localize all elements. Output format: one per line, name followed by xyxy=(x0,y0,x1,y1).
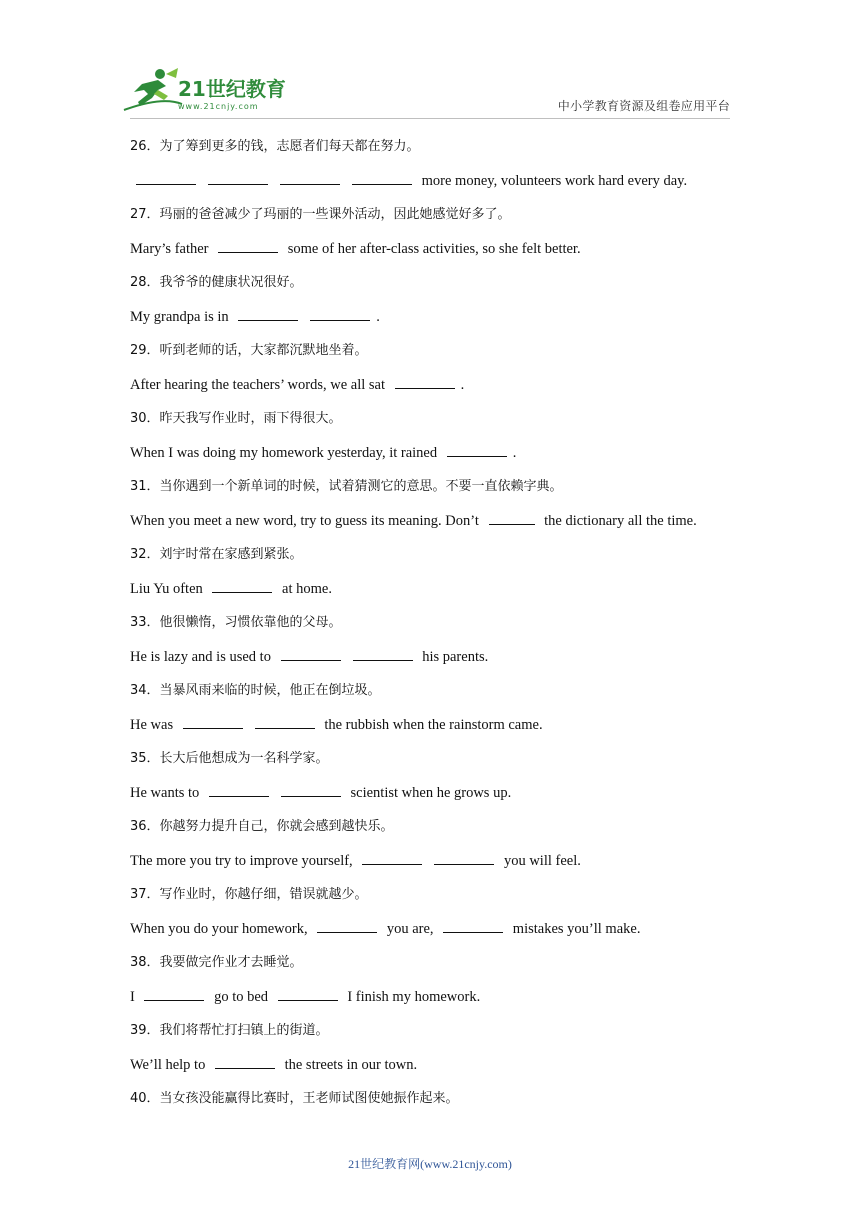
answer-blank[interactable] xyxy=(209,782,269,797)
sentence-text: go to bed xyxy=(210,989,272,1005)
sentence-text: My grandpa is in xyxy=(130,309,233,325)
answer-blank[interactable] xyxy=(281,646,341,661)
english-sentence xyxy=(130,916,640,942)
sentence-text: . xyxy=(376,309,380,325)
sentence-text: When I was doing my homework yesterday, it rained xyxy=(130,445,441,461)
exercise-item xyxy=(130,950,750,1018)
sentence-text: He was xyxy=(130,717,177,733)
sentence-text: When you do your homework, xyxy=(130,921,312,937)
chinese-prompt: 38．我要做完作业才去睡觉。 xyxy=(130,955,303,970)
answer-blank[interactable] xyxy=(208,170,268,185)
page-footer: 21世纪教育网(www.21cnjy.com) xyxy=(348,1157,512,1171)
header-divider xyxy=(130,118,730,119)
english-sentence xyxy=(130,440,516,466)
chinese-prompt: 35．长大后他想成为一名科学家。 xyxy=(130,751,329,766)
answer-blank[interactable] xyxy=(434,850,494,865)
answer-blank[interactable] xyxy=(447,442,507,457)
answer-blank[interactable] xyxy=(218,238,278,253)
answer-blank[interactable] xyxy=(281,782,341,797)
exercise-item xyxy=(130,678,750,746)
sentence-text: We’ll help to xyxy=(130,1057,209,1073)
sentence-text: mistakes you’ll make. xyxy=(509,921,641,937)
english-sentence xyxy=(130,780,511,806)
chinese-prompt: 32．刘宇时常在家感到紧张。 xyxy=(130,547,303,562)
answer-blank[interactable] xyxy=(183,714,243,729)
answer-blank[interactable] xyxy=(353,646,413,661)
sentence-text: some of her after-class activities, so she felt better. xyxy=(284,241,581,257)
chinese-prompt: 40．当女孩没能赢得比赛时，王老师试图使她振作起来。 xyxy=(130,1091,459,1106)
answer-blank[interactable] xyxy=(310,306,370,321)
answer-blank[interactable] xyxy=(238,306,298,321)
english-sentence xyxy=(130,1052,417,1078)
sentence-text: . xyxy=(512,445,517,461)
exercise-item xyxy=(130,474,750,542)
answer-blank[interactable] xyxy=(362,850,422,865)
sentence-text: Mary’s father xyxy=(130,241,213,257)
running-man-logo-icon xyxy=(122,66,292,116)
platform-tagline: 中小学教育资源及组卷应用平台 xyxy=(557,99,730,113)
english-sentence xyxy=(130,576,332,602)
exercise-item xyxy=(130,1018,750,1086)
english-sentence xyxy=(130,848,581,874)
sentence-text: When you meet a new word, try to guess its meaning. Don’t xyxy=(130,513,483,529)
exercise-item xyxy=(130,746,750,814)
english-sentence xyxy=(130,984,480,1010)
sentence-text: I xyxy=(130,989,139,1005)
exercise-item xyxy=(130,202,750,270)
chinese-prompt: 37．写作业时，你越仔细，错误就越少。 xyxy=(130,887,368,902)
chinese-prompt: 28．我爷爷的健康状况很好。 xyxy=(130,275,303,290)
exercise-item xyxy=(130,270,750,338)
sentence-text: you will feel. xyxy=(500,853,581,869)
sentence-text: After hearing the teachers’ words, we all sat xyxy=(130,377,389,393)
english-sentence xyxy=(130,644,488,670)
exercise-item xyxy=(130,338,750,406)
answer-blank[interactable] xyxy=(215,1054,275,1069)
sentence-text: you are, xyxy=(383,921,438,937)
english-sentence xyxy=(130,508,697,534)
chinese-prompt: 34．当暴风雨来临的时候，他正在倒垃圾。 xyxy=(130,683,381,698)
chinese-prompt: 27．玛丽的爸爸减少了玛丽的一些课外活动，因此她感觉好多了。 xyxy=(130,207,511,222)
sentence-text: . xyxy=(460,377,465,393)
sentence-text: He wants to xyxy=(130,785,203,801)
answer-blank[interactable] xyxy=(443,918,503,933)
chinese-prompt: 29．听到老师的话，大家都沉默地坐着。 xyxy=(130,343,368,358)
answer-blank[interactable] xyxy=(317,918,377,933)
sentence-text: more money, volunteers work hard every day. xyxy=(418,173,688,189)
sentence-text: the dictionary all the time. xyxy=(540,513,697,529)
site-logo xyxy=(122,66,292,116)
chinese-prompt: 36．你越努力提升自己，你就会感到越快乐。 xyxy=(130,819,394,834)
answer-blank[interactable] xyxy=(212,578,272,593)
answer-blank[interactable] xyxy=(395,374,455,389)
exercise-item xyxy=(130,814,750,882)
english-sentence xyxy=(130,372,464,398)
sentence-text: his parents. xyxy=(418,649,489,665)
exercise-item xyxy=(130,610,750,678)
answer-blank[interactable] xyxy=(144,986,204,1001)
sentence-text: He is lazy and is used to xyxy=(130,649,275,665)
english-sentence xyxy=(130,168,687,194)
exercise-item xyxy=(130,1086,750,1154)
exercise-item xyxy=(130,406,750,474)
chinese-prompt: 33．他很懒惰，习惯依靠他的父母。 xyxy=(130,615,342,630)
exercise-item xyxy=(130,882,750,950)
answer-blank[interactable] xyxy=(278,986,338,1001)
sentence-text: scientist when he grows up. xyxy=(346,785,512,801)
english-sentence xyxy=(130,304,380,330)
exercise-list xyxy=(130,134,750,1154)
sentence-text: I finish my homework. xyxy=(343,989,481,1005)
exercise-item xyxy=(130,542,750,610)
sentence-text: Liu Yu often xyxy=(130,581,207,597)
answer-blank[interactable] xyxy=(136,170,196,185)
sentence-text: the streets in our town. xyxy=(280,1057,418,1073)
sentence-text: the rubbish when the rainstorm came. xyxy=(320,717,543,733)
chinese-prompt: 39．我们将帮忙打扫镇上的街道。 xyxy=(130,1023,329,1038)
english-sentence xyxy=(130,236,581,262)
exercise-item xyxy=(130,134,750,202)
svg-text:21世纪教育: 21世纪教育 xyxy=(178,77,286,101)
answer-blank[interactable] xyxy=(352,170,412,185)
english-sentence xyxy=(130,712,543,738)
page-header xyxy=(0,0,860,125)
svg-text:www.21cnjy.com: www.21cnjy.com xyxy=(178,102,259,111)
answer-blank[interactable] xyxy=(280,170,340,185)
answer-blank[interactable] xyxy=(489,510,535,525)
sentence-text: at home. xyxy=(278,581,332,597)
sentence-text: The more you try to improve yourself, xyxy=(130,853,357,869)
chinese-prompt: 30．昨天我写作业时，雨下得很大。 xyxy=(130,411,342,426)
chinese-prompt: 31．当你遇到一个新单词的时候，试着猜测它的意思。不要一直依赖字典。 xyxy=(130,479,563,494)
chinese-prompt: 26．为了筹到更多的钱，志愿者们每天都在努力。 xyxy=(130,139,420,154)
answer-blank[interactable] xyxy=(255,714,315,729)
